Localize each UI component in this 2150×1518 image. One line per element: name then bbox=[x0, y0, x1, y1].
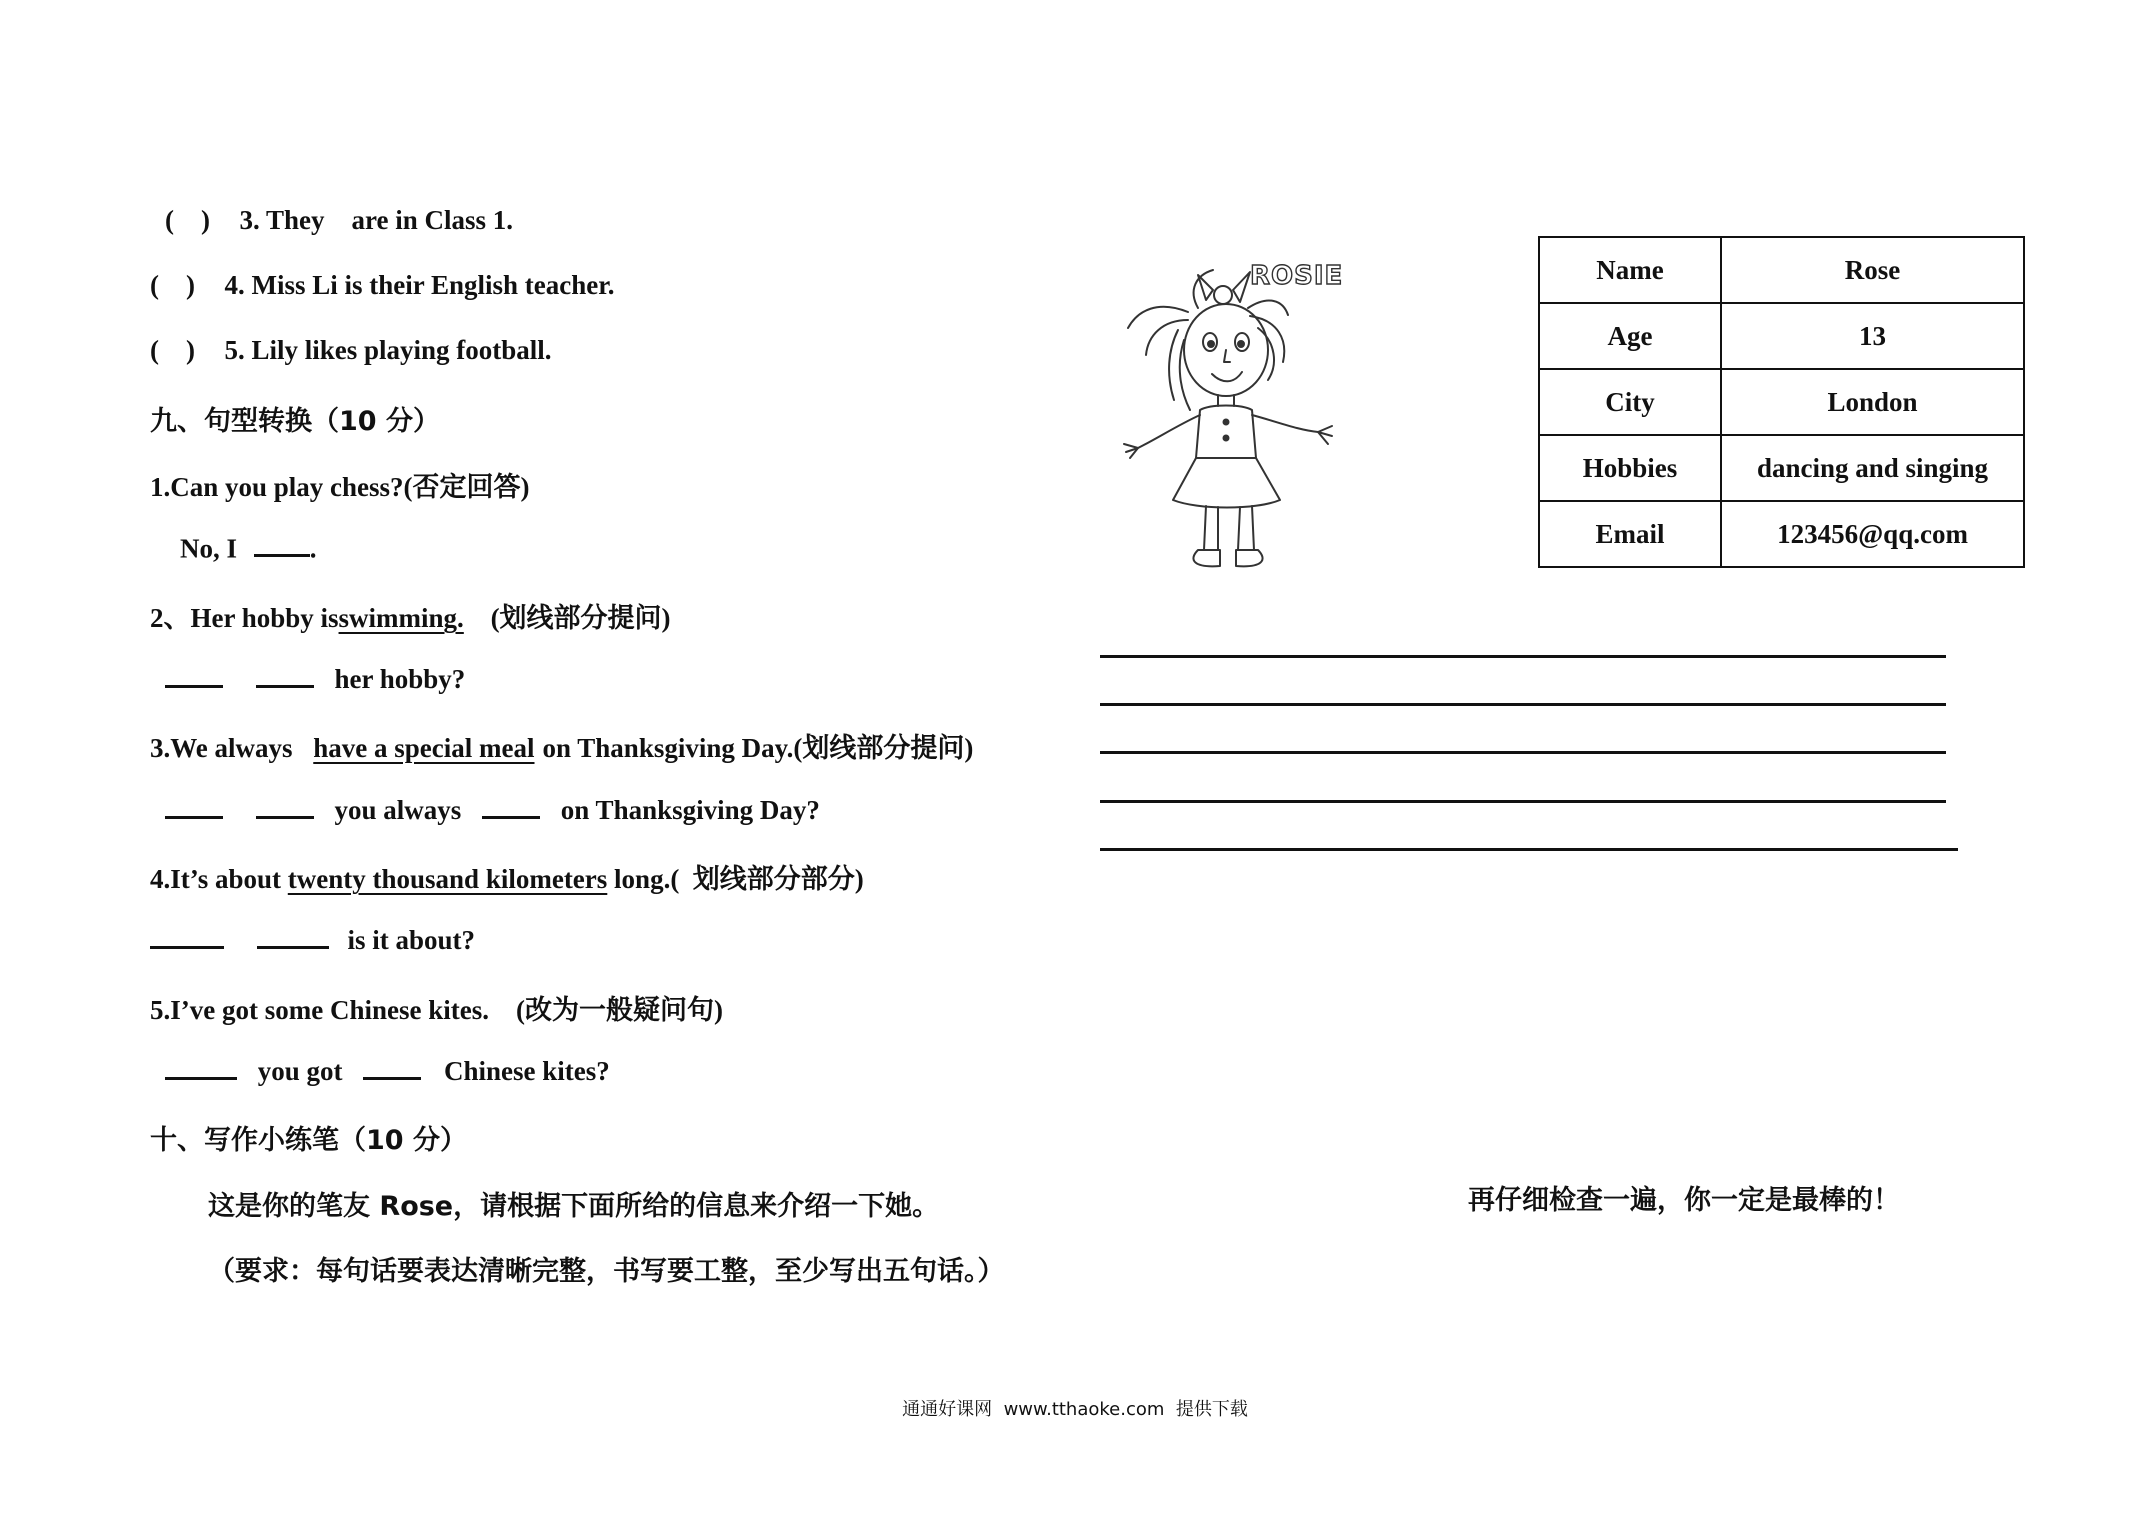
answer-blank[interactable] bbox=[165, 661, 223, 688]
table-key: Hobbies bbox=[1539, 435, 1721, 501]
table-value: Rose bbox=[1721, 237, 2024, 303]
underlined-part: twenty thousand kilometers bbox=[287, 864, 608, 894]
answer-parentheses: ( ) bbox=[165, 205, 210, 235]
question-text: 5. Lily likes playing football. bbox=[224, 335, 552, 365]
answer-blank[interactable] bbox=[256, 661, 314, 688]
question-3 bbox=[165, 205, 513, 236]
sentence-1-answer: No, I . bbox=[180, 530, 317, 564]
answer-parentheses: ( ) bbox=[150, 335, 195, 365]
sentence-1-prompt: 1.Can you play chess?(否定回答) bbox=[150, 472, 530, 502]
sentence-2-answer: her hobby? bbox=[165, 661, 465, 695]
table-key: Age bbox=[1539, 303, 1721, 369]
writing-requirement: （要求：每句话要表达清晰完整，书写要工整，至少写出五句话。） bbox=[208, 1256, 1005, 1287]
writing-instruction: 这是你的笔友 Rose，请根据下面所给的信息来介绍一下她。 bbox=[208, 1191, 940, 1222]
answer-blank[interactable] bbox=[254, 530, 310, 557]
footer-source: 通通好课网 www.tthaoke.com 提供下载 bbox=[902, 1399, 1248, 1420]
underlined-part: have a special meal bbox=[313, 733, 535, 763]
table-key: City bbox=[1539, 369, 1721, 435]
writing-line[interactable] bbox=[1100, 655, 1946, 658]
underlined-part: swimming. bbox=[338, 603, 464, 633]
sentence-4-prompt: 4.It’s about twenty thousand kilometers long.( 划线部分部分) bbox=[150, 864, 864, 894]
table-value: dancing and singing bbox=[1721, 435, 2024, 501]
table-key: Email bbox=[1539, 501, 1721, 567]
table-row bbox=[1539, 435, 2024, 501]
table-row bbox=[1539, 369, 2024, 435]
sentence-3-answer: you always on Thanksgiving Day? bbox=[165, 792, 820, 826]
answer-blank[interactable] bbox=[363, 1053, 421, 1080]
table-key: Name bbox=[1539, 237, 1721, 303]
answer-blank[interactable] bbox=[256, 792, 314, 819]
answer-blank[interactable] bbox=[165, 792, 223, 819]
answer-blank[interactable] bbox=[165, 1053, 237, 1080]
table-row bbox=[1539, 303, 2024, 369]
info-table bbox=[1538, 236, 2025, 568]
question-4 bbox=[150, 270, 615, 301]
section-9-title: 九、句型转换（10 分） bbox=[150, 406, 440, 437]
question-text: 3. They are in Class 1. bbox=[239, 205, 514, 235]
answer-parentheses: ( ) bbox=[150, 270, 195, 300]
sentence-4-answer: is it about? bbox=[150, 922, 475, 956]
table-row bbox=[1539, 501, 2024, 567]
sentence-5-prompt: 5.I’ve got some Chinese kites. (改为一般疑问句) bbox=[150, 995, 723, 1025]
writing-line[interactable] bbox=[1100, 751, 1946, 754]
section-10-title: 十、写作小练笔（10 分） bbox=[150, 1125, 467, 1156]
question-5 bbox=[150, 335, 552, 366]
rosie-illustration bbox=[1118, 250, 1368, 580]
writing-line[interactable] bbox=[1100, 703, 1946, 706]
writing-line[interactable] bbox=[1100, 800, 1946, 803]
sentence-2-prompt: 2、Her hobby isswimming. (划线部分提问) bbox=[150, 603, 671, 633]
rosie-logo: ROSIE bbox=[1250, 261, 1344, 291]
sentence-5-answer: you got Chinese kites? bbox=[165, 1053, 610, 1087]
table-row bbox=[1539, 237, 2024, 303]
sentence-3-prompt: 3.We always have a special meal on Thanksgiving Day.(划线部分提问) bbox=[150, 733, 974, 763]
question-text: 4. Miss Li is their English teacher. bbox=[224, 270, 615, 300]
table-value: 123456@qq.com bbox=[1721, 501, 2024, 567]
answer-blank[interactable] bbox=[257, 922, 329, 949]
closing-message: 再仔细检查一遍，你一定是最棒的！ bbox=[1468, 1185, 1900, 1216]
answer-blank[interactable] bbox=[150, 922, 224, 949]
table-value: 13 bbox=[1721, 303, 2024, 369]
table-value: London bbox=[1721, 369, 2024, 435]
writing-line[interactable] bbox=[1100, 848, 1958, 851]
answer-blank[interactable] bbox=[482, 792, 540, 819]
